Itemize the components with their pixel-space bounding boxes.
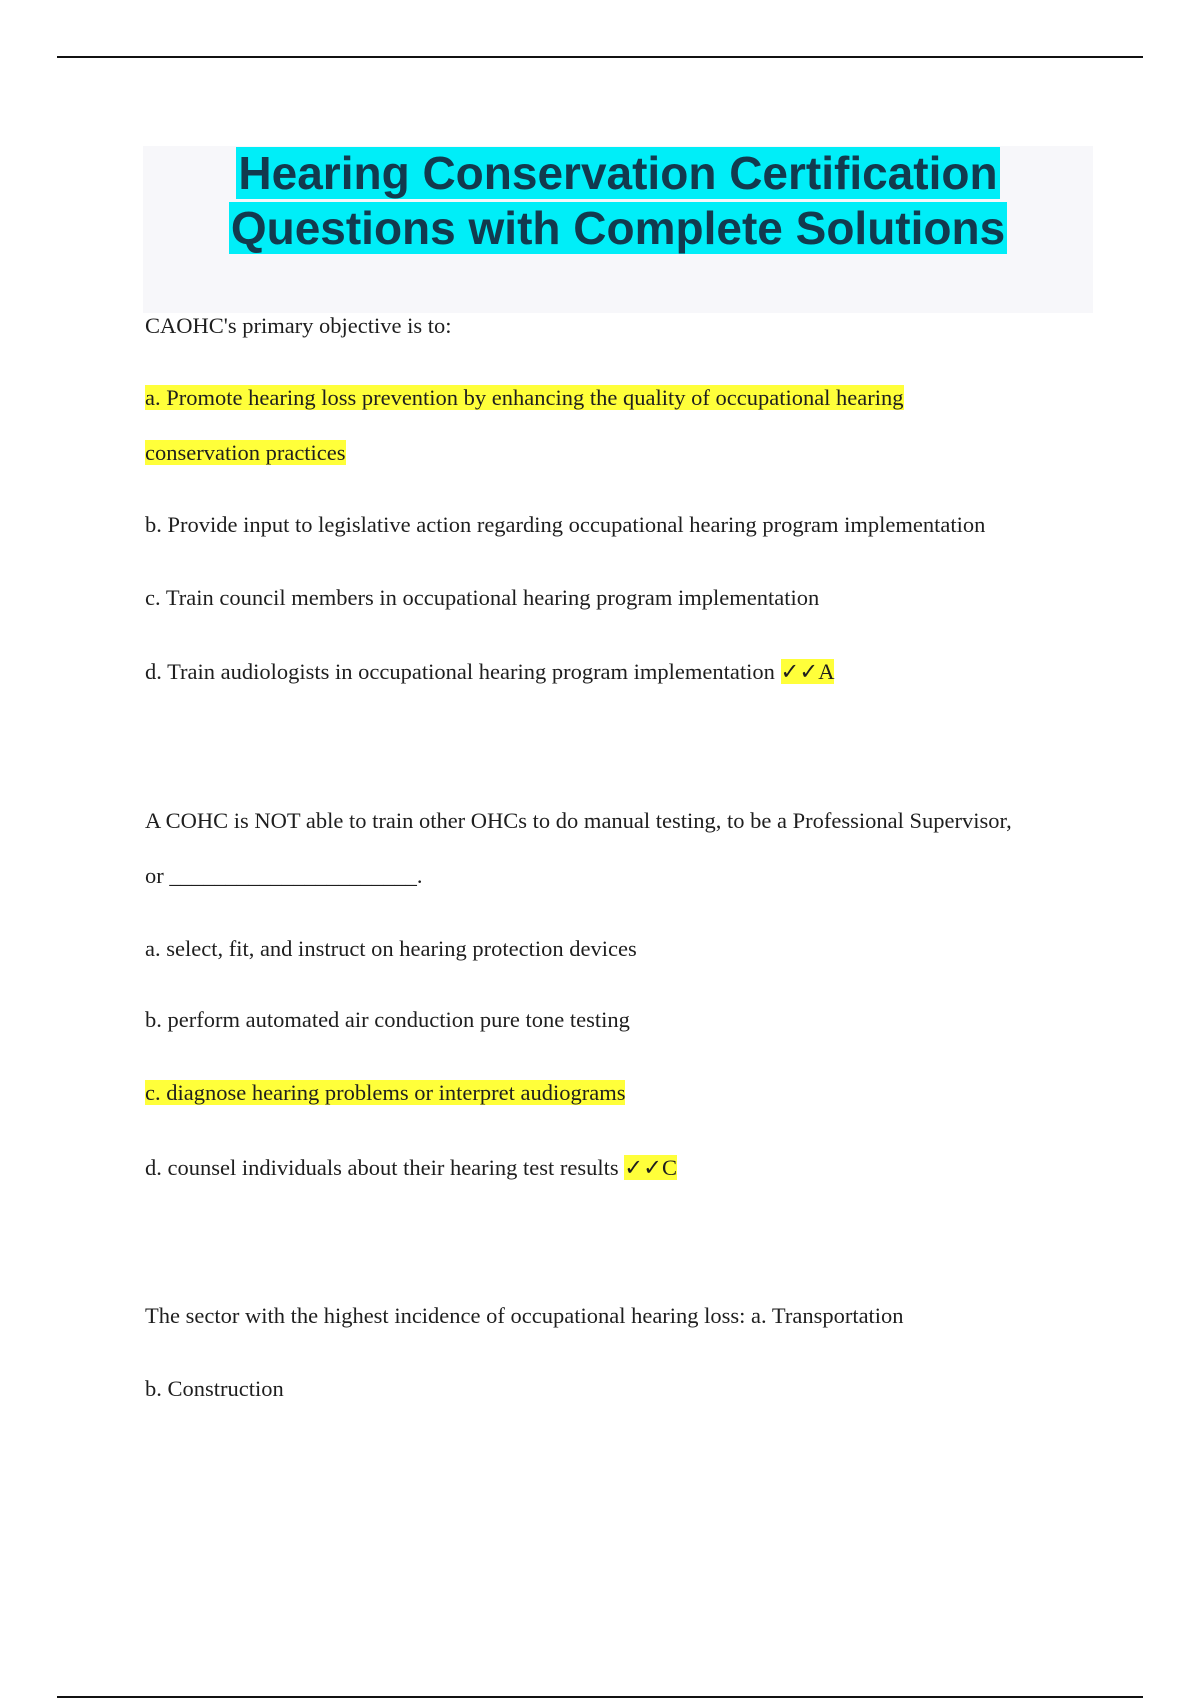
title-block	[143, 146, 1093, 313]
q3-question: The sector with the highest incidence of occupational hearing loss: a. Transportation	[145, 1303, 904, 1328]
title-line-1: Hearing Conservation Certification	[238, 147, 998, 199]
q1-option-b: b. Provide input to legislative action regarding occupational hearing program implementation	[145, 512, 986, 537]
q3-option-b: b. Construction	[145, 1376, 284, 1401]
q1-option-c: c. Train council members in occupational hearing program implementation	[145, 585, 820, 610]
q2-option-a: a. select, fit, and instruct on hearing protection devices	[145, 936, 637, 961]
q2-question-line1: A COHC is NOT able to train other OHCs to do manual testing, to be a Professional Supervisor,	[145, 808, 1012, 833]
q2-option-b: b. perform automated air conduction pure tone testing	[145, 1007, 630, 1032]
q2-option-c: c. diagnose hearing problems or interpret audiograms	[145, 1080, 626, 1105]
q1-answer: ✓✓A	[780, 659, 835, 684]
q1-option-d: d. Train audiologists in occupational hearing program implementation ✓✓A	[145, 659, 835, 684]
q2-answer: ✓✓C	[624, 1155, 677, 1180]
title-line-2: Questions with Complete Solutions	[230, 202, 1006, 254]
q1-option-a-line2: conservation practices	[145, 440, 346, 465]
q2-question-line2: or ______________________.	[145, 863, 423, 888]
q2-option-d: d. counsel individuals about their hearing test results ✓✓C	[145, 1155, 677, 1180]
bottom-rule	[57, 1696, 1143, 1698]
q1-option-a-line1: a. Promote hearing loss prevention by enhancing the quality of occupational hearing	[145, 385, 904, 410]
top-rule	[57, 56, 1143, 58]
q1-question: CAOHC's primary objective is to:	[145, 313, 452, 338]
